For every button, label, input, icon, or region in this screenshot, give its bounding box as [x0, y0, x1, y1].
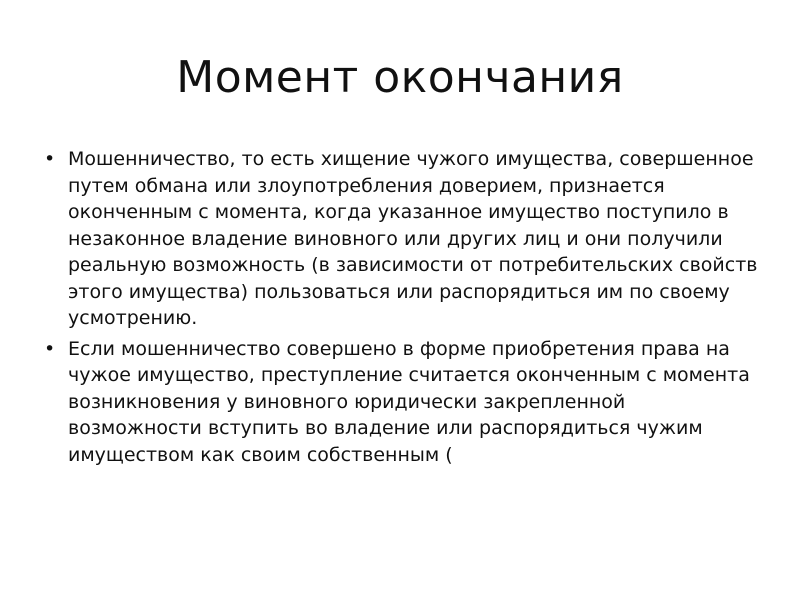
slide-title: Момент окончания [176, 52, 624, 103]
bullet-dot-icon: • [44, 337, 56, 360]
bullet-dot-icon: • [44, 148, 56, 170]
bullet-item [44, 146, 764, 332]
bullet-item [44, 336, 764, 469]
bullet-list [44, 146, 764, 472]
bullet-text: Если мошенничество совершено в форме приобретения права на чужое имущество, преступление считается оконченным с момента возникновения у виновного юридически закрепленной возможности вступить во владение или распорядиться чужим имуществом как своим собственным ( [68, 337, 750, 466]
bullet-text: Мошенничество, то есть хищение чужого имущества, совершенное путем обмана или злоупотребления доверием, признается оконченным с момента, когда указанное имущество поступило в незаконное владение виновного или других лиц и они получили реальную возможность (в зависимости от потребительских свойств этого имущества) пользоваться или распорядиться им по своему усмотрению. [68, 148, 758, 329]
